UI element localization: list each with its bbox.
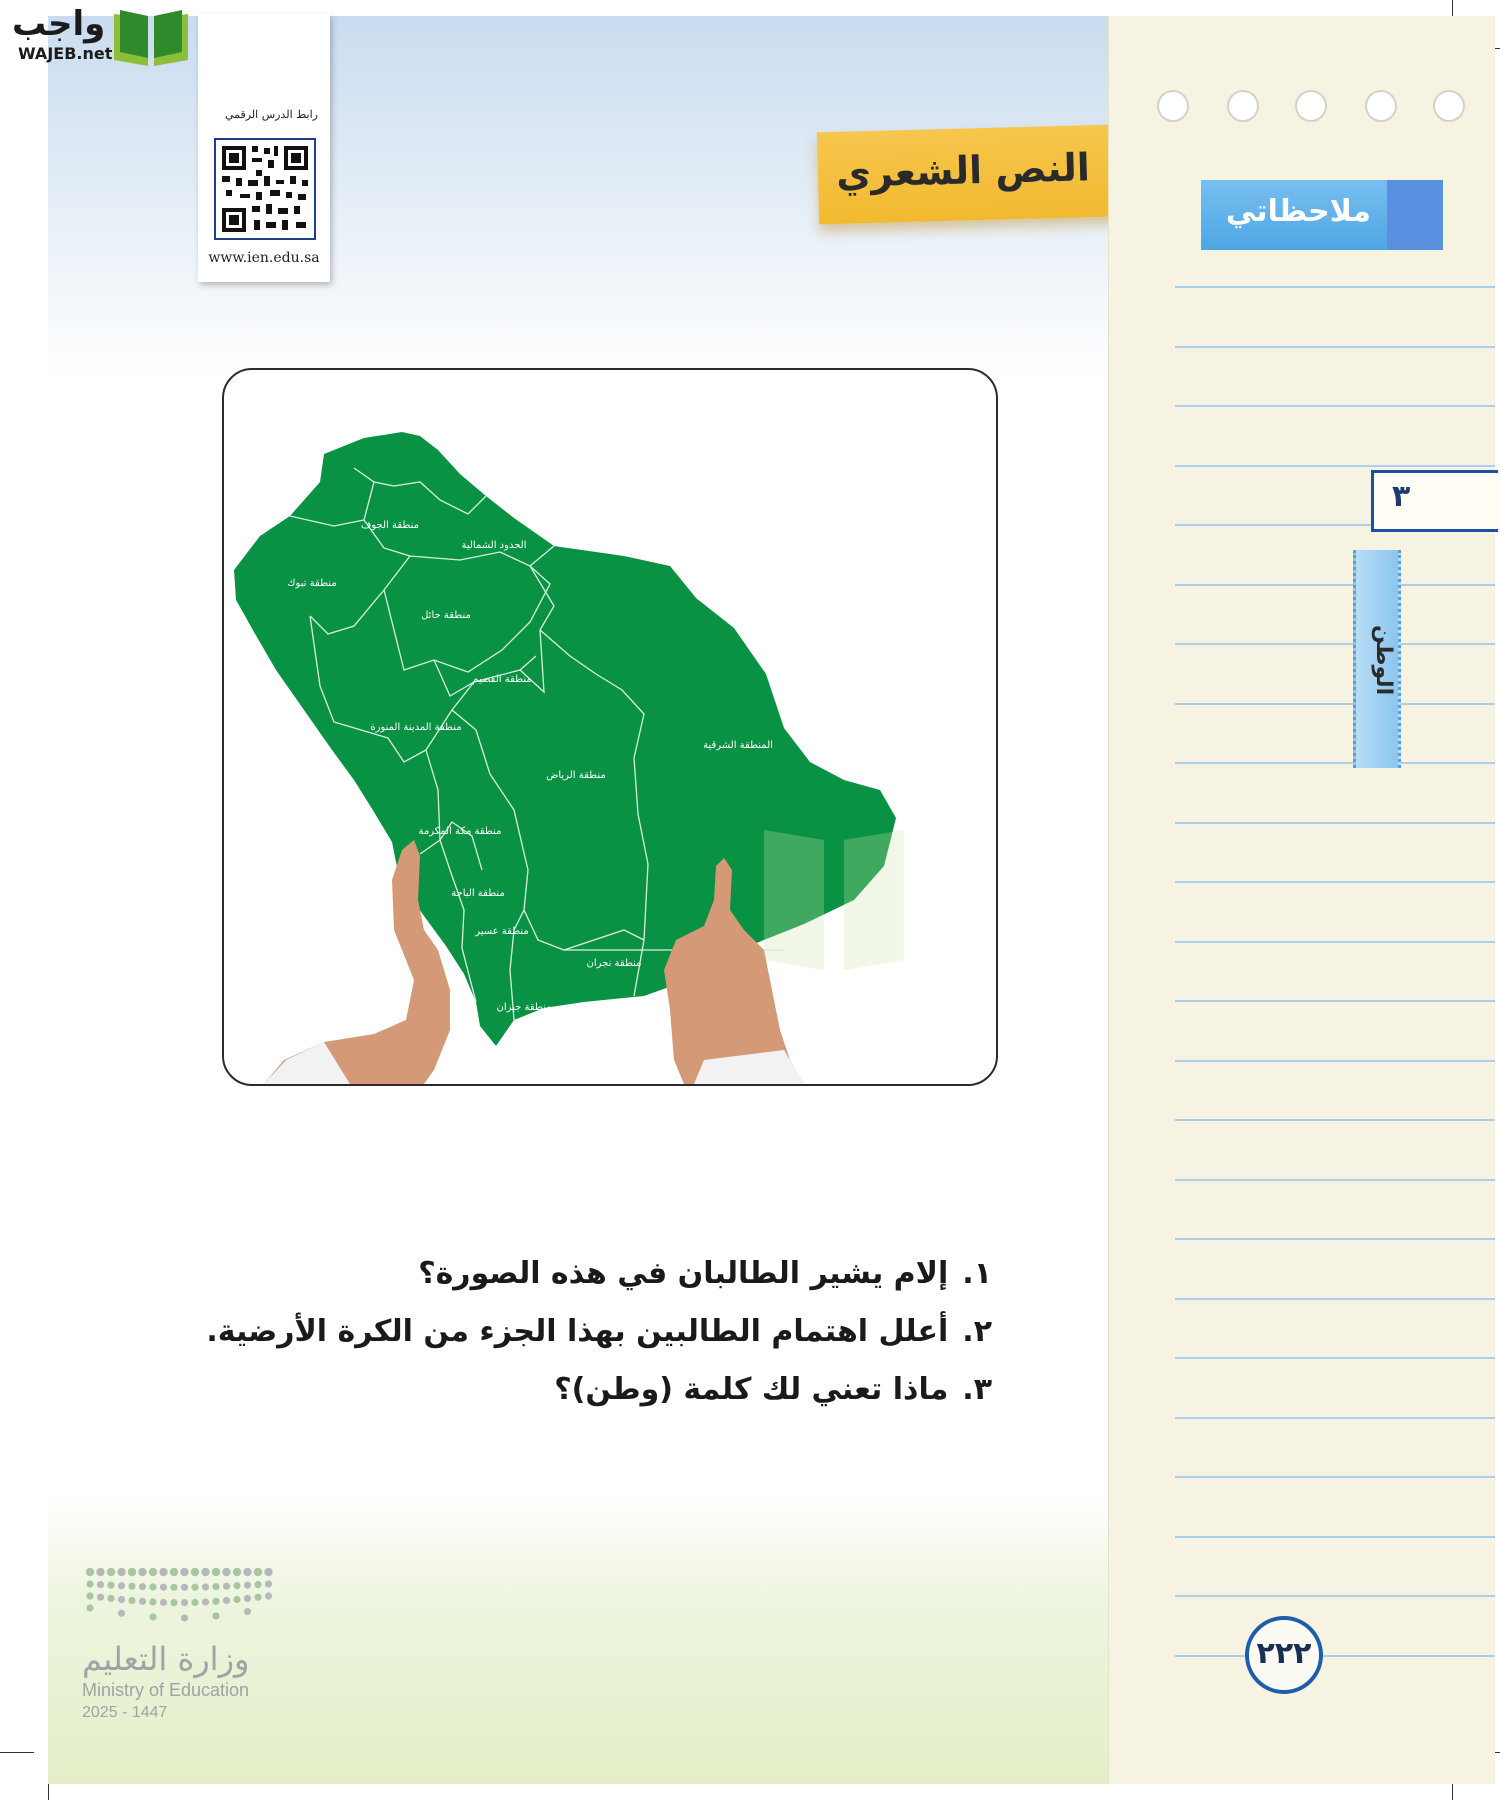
binder-hole xyxy=(1157,90,1189,122)
ruled-line xyxy=(1175,643,1495,645)
qr-code-icon[interactable] xyxy=(214,138,316,240)
logo-dot xyxy=(265,1592,272,1599)
ruled-line xyxy=(1175,1357,1495,1359)
unit-number-box xyxy=(1371,470,1498,532)
ruled-line xyxy=(1175,1298,1495,1300)
logo-dot xyxy=(233,1568,241,1576)
crop-mark xyxy=(0,1752,34,1753)
logo-dot xyxy=(118,1596,125,1603)
logo-dot xyxy=(202,1583,209,1590)
logo-dot xyxy=(86,1604,93,1611)
region-label: منطقة مكة المكرمة xyxy=(418,826,502,837)
question-number: ١. xyxy=(962,1256,992,1291)
region-label: منطقة عسير xyxy=(475,926,529,937)
logo-dot xyxy=(86,1580,93,1587)
logo-dot xyxy=(139,1598,146,1605)
wajeb-latin: WAJEB.net xyxy=(18,44,113,63)
logo-dot xyxy=(233,1582,240,1589)
ruled-line xyxy=(1175,1655,1495,1657)
region-label: منطقة الرياض xyxy=(546,770,606,781)
logo-dot xyxy=(118,1582,125,1589)
logo-dot xyxy=(202,1598,209,1605)
ruled-line xyxy=(1175,1417,1495,1419)
logo-dot xyxy=(160,1584,167,1591)
page-number: ٢٢٢ xyxy=(1256,1636,1312,1671)
logo-dot xyxy=(128,1583,135,1590)
saudi-map xyxy=(224,370,996,1084)
logo-dot xyxy=(117,1568,125,1576)
logo-dot xyxy=(212,1583,219,1590)
logo-dot xyxy=(170,1584,177,1591)
book-icon xyxy=(110,4,192,68)
logo-dot xyxy=(244,1582,251,1589)
logo-dot xyxy=(107,1568,115,1576)
qr-caption: رابط الدرس الرقمي xyxy=(224,108,318,121)
region-label: منطقة جيزان xyxy=(496,1002,552,1013)
logo-dot xyxy=(223,1597,230,1604)
binder-hole xyxy=(1295,90,1327,122)
notes-tab xyxy=(1201,180,1443,250)
logo-dot xyxy=(86,1592,93,1599)
logo-dot xyxy=(149,1598,156,1605)
question-text: إلام يشير الطالبان في هذه الصورة؟ xyxy=(418,1256,949,1291)
ruled-line xyxy=(1175,1238,1495,1240)
logo-dot xyxy=(149,1583,156,1590)
question-item xyxy=(192,1372,992,1408)
ruled-line xyxy=(1175,762,1495,764)
logo-dot xyxy=(118,1610,125,1617)
logo-dot xyxy=(222,1568,230,1576)
logo-dot xyxy=(180,1568,188,1576)
logo-dot xyxy=(244,1595,251,1602)
ruled-line xyxy=(1175,822,1495,824)
region-label: منطقة تبوك xyxy=(287,578,337,589)
logo-dot xyxy=(265,1580,272,1587)
logo-dot xyxy=(149,1568,157,1576)
logo-dot xyxy=(254,1594,261,1601)
logo-dot xyxy=(191,1568,199,1576)
ruled-line xyxy=(1175,703,1495,705)
unit-number: ٣ xyxy=(1392,479,1411,514)
ministry-logo-icon xyxy=(84,1564,274,1630)
logo-dot xyxy=(212,1612,219,1619)
logo-dot xyxy=(159,1568,167,1576)
ruled-line xyxy=(1175,346,1495,348)
logo-dot xyxy=(181,1614,188,1621)
logo-dot xyxy=(264,1568,272,1576)
question-text: أعلل اهتمام الطالبين بهذا الجزء من الكرة الأرضية. xyxy=(206,1314,949,1349)
binder-hole xyxy=(1433,90,1465,122)
logo-dot xyxy=(86,1568,94,1576)
ruled-line xyxy=(1175,286,1495,288)
logo-dot xyxy=(243,1568,251,1576)
question-text: ماذا تعني لك كلمة (وطن)؟ xyxy=(554,1372,949,1407)
question-item xyxy=(192,1256,992,1292)
region-label: منطقة الجوف xyxy=(361,520,419,531)
ruled-line xyxy=(1175,1060,1495,1062)
logo-dot xyxy=(191,1584,198,1591)
binder-hole xyxy=(1227,90,1259,122)
ruled-line xyxy=(1175,1179,1495,1181)
wajeb-watermark xyxy=(8,4,188,64)
section-title: النص الشعري xyxy=(835,145,1091,196)
region-label: المنطقة الشرقية xyxy=(703,740,773,751)
logo-dot xyxy=(181,1584,188,1591)
region-label: منطقة حائل xyxy=(421,610,471,621)
logo-dot xyxy=(128,1597,135,1604)
region-label: الحدود الشمالية xyxy=(461,540,527,551)
logo-dot xyxy=(181,1599,188,1606)
logo-dot xyxy=(107,1582,114,1589)
questions-list xyxy=(192,1256,992,1430)
binder-hole xyxy=(1365,90,1397,122)
unit-name: الوطن xyxy=(1371,624,1396,696)
qr-url[interactable]: www.ien.edu.sa xyxy=(208,250,320,266)
ministry-arabic: وزارة التعليم xyxy=(82,1640,250,1678)
logo-dot xyxy=(170,1599,177,1606)
region-label: منطقة الباحة xyxy=(451,888,505,899)
ministry-year: 2025 - 1447 xyxy=(82,1704,168,1721)
logo-dot xyxy=(138,1568,146,1576)
notes-label: ملاحظاتي xyxy=(1225,194,1371,229)
region-label: منطقة المدينة المنورة xyxy=(370,722,462,733)
logo-dot xyxy=(233,1596,240,1603)
ruled-line xyxy=(1175,584,1495,586)
logo-dot xyxy=(212,1598,219,1605)
logo-dot xyxy=(107,1595,114,1602)
ministry-english: Ministry of Education xyxy=(82,1680,250,1700)
saudi-map-image xyxy=(222,368,998,1086)
logo-dot xyxy=(139,1583,146,1590)
logo-dot xyxy=(223,1583,230,1590)
region-label: منطقة نجران xyxy=(586,958,642,969)
qr-card[interactable] xyxy=(198,14,330,282)
ruled-line xyxy=(1175,1595,1495,1597)
logo-dot xyxy=(254,1581,261,1588)
logo-dot xyxy=(97,1581,104,1588)
ruled-line xyxy=(1175,405,1495,407)
logo-dot xyxy=(212,1568,220,1576)
ruled-line xyxy=(1175,941,1495,943)
question-number: ٣. xyxy=(962,1372,992,1407)
ruled-line xyxy=(1175,881,1495,883)
ruled-line xyxy=(1175,1536,1495,1538)
ruled-line xyxy=(1175,465,1495,467)
logo-dot xyxy=(244,1608,251,1615)
logo-dot xyxy=(170,1568,178,1576)
logo-dot xyxy=(96,1568,104,1576)
page-number-badge xyxy=(1245,1616,1323,1694)
region-label: منطقة القصيم xyxy=(472,674,532,685)
logo-dot xyxy=(201,1568,209,1576)
wajeb-arabic: واجب xyxy=(12,4,106,44)
logo-dot xyxy=(97,1594,104,1601)
section-title-banner xyxy=(817,124,1151,225)
logo-dot xyxy=(128,1568,136,1576)
logo-dot xyxy=(160,1599,167,1606)
logo-dot xyxy=(149,1613,156,1620)
unit-ribbon xyxy=(1353,550,1401,768)
logo-dot xyxy=(254,1568,262,1576)
ruled-line xyxy=(1175,1476,1495,1478)
ruled-line xyxy=(1175,1119,1495,1121)
logo-dot xyxy=(191,1599,198,1606)
notes-column xyxy=(1108,16,1495,1784)
question-number: ٢. xyxy=(962,1314,992,1349)
ruled-line xyxy=(1175,1000,1495,1002)
notes-tab-accent xyxy=(1387,180,1443,250)
question-item xyxy=(192,1314,992,1350)
